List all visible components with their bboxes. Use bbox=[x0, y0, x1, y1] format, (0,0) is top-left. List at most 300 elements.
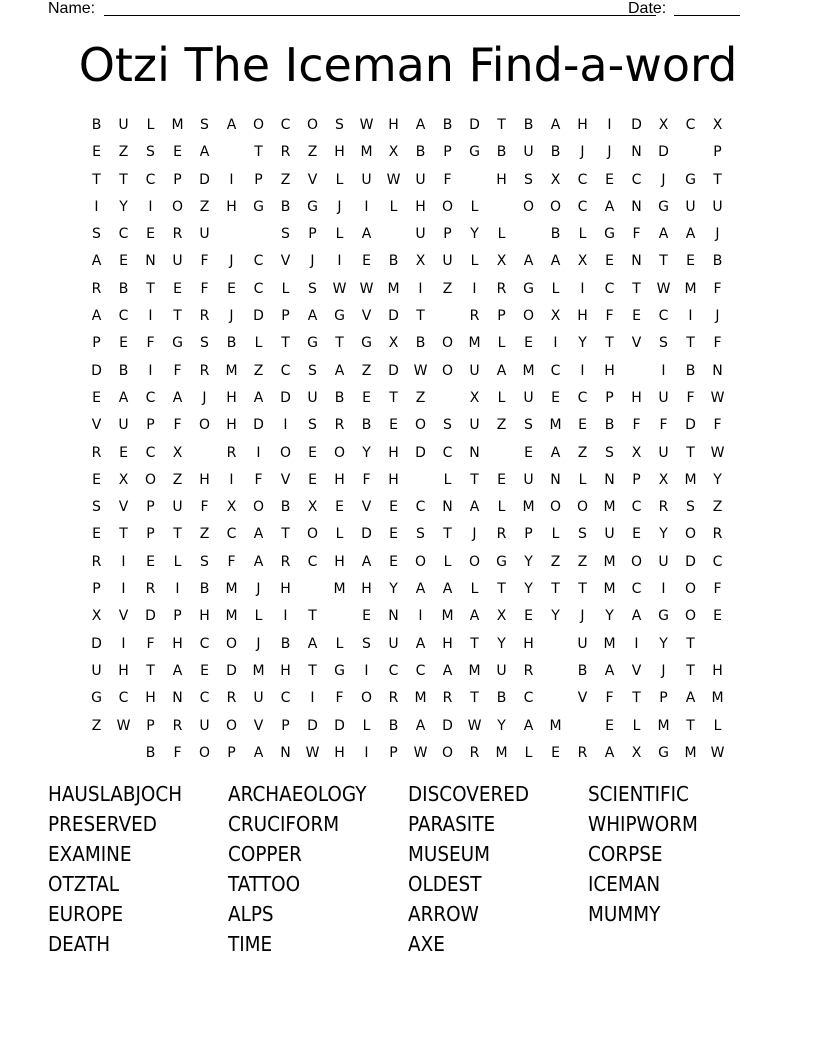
grid-letter: T bbox=[632, 280, 641, 297]
word-list-item bbox=[588, 930, 754, 960]
grid-letter: T bbox=[686, 717, 695, 734]
grid-letter: P bbox=[146, 717, 155, 734]
grid-letter: T bbox=[281, 335, 290, 352]
grid-letter: C bbox=[550, 362, 561, 379]
grid-letter: U bbox=[712, 198, 723, 215]
grid-letter: C bbox=[442, 444, 453, 461]
grid-letter: A bbox=[307, 308, 318, 325]
grid-letter: M bbox=[684, 744, 697, 761]
grid-letter: I bbox=[229, 171, 234, 188]
grid-letter: Z bbox=[253, 362, 264, 379]
grid-letter: U bbox=[199, 226, 210, 243]
grid-letter: U bbox=[118, 117, 129, 133]
grid-letter: F bbox=[713, 417, 722, 434]
grid-letter: P bbox=[146, 526, 155, 543]
grid-letter: P bbox=[632, 471, 641, 488]
grid-letter: G bbox=[496, 553, 507, 570]
grid-letter: B bbox=[415, 144, 426, 161]
grid-letter: D bbox=[469, 117, 480, 133]
grid-letter: L bbox=[281, 280, 290, 297]
grid-letter: A bbox=[415, 635, 426, 652]
grid-letter bbox=[110, 741, 137, 768]
grid-letter: M bbox=[387, 280, 400, 297]
grid-letter: C bbox=[685, 117, 696, 133]
grid-letter: H bbox=[118, 662, 129, 679]
grid-letter: H bbox=[334, 144, 345, 161]
grid-letter: A bbox=[361, 226, 372, 243]
grid-letter bbox=[407, 468, 434, 495]
grid-letter: A bbox=[604, 744, 615, 761]
grid-letter: T bbox=[443, 526, 452, 543]
grid-letter: L bbox=[578, 226, 587, 243]
grid-letter: T bbox=[308, 608, 317, 625]
grid-letter: X bbox=[118, 471, 129, 488]
grid-letter: X bbox=[631, 744, 642, 761]
grid-letter: D bbox=[145, 608, 156, 625]
grid-letter: D bbox=[442, 717, 453, 734]
grid-letter: B bbox=[496, 144, 507, 161]
grid-letter: X bbox=[496, 608, 507, 625]
grid-letter: E bbox=[524, 444, 533, 461]
grid-letter: O bbox=[225, 635, 238, 652]
grid-letter: R bbox=[469, 308, 480, 325]
grid-letter: U bbox=[307, 389, 318, 406]
grid-letter: M bbox=[441, 608, 454, 625]
grid-letter: L bbox=[254, 608, 263, 625]
grid-letter: E bbox=[308, 444, 317, 461]
grid-letter: J bbox=[661, 662, 666, 679]
word-list-item: DISCOVERED bbox=[408, 782, 530, 806]
grid-letter: J bbox=[256, 635, 261, 652]
grid-letter: O bbox=[684, 581, 697, 598]
grid-letter: I bbox=[148, 198, 153, 215]
word-list-item: ALPS bbox=[228, 902, 274, 926]
grid-letter: U bbox=[172, 253, 183, 270]
word-list-item: SCIENTIFIC bbox=[588, 782, 689, 806]
grid-letter: B bbox=[550, 144, 561, 161]
grid-letter: T bbox=[713, 171, 722, 188]
grid-letter: R bbox=[658, 499, 669, 516]
grid-letter: P bbox=[605, 389, 614, 406]
grid-letter: P bbox=[308, 226, 317, 243]
grid-letter: T bbox=[470, 471, 479, 488]
grid-letter: A bbox=[253, 553, 264, 570]
grid-letter: I bbox=[121, 635, 126, 652]
grid-letter: O bbox=[306, 117, 319, 133]
grid-letter: C bbox=[145, 171, 156, 188]
grid-letter: B bbox=[280, 499, 291, 516]
grid-letter: E bbox=[362, 608, 371, 625]
grid-letter: B bbox=[523, 117, 534, 133]
grid-letter: V bbox=[280, 253, 291, 270]
grid-letter: W bbox=[386, 171, 401, 188]
grid-letter: C bbox=[199, 690, 210, 707]
grid-letter: E bbox=[605, 253, 614, 270]
grid-letter: J bbox=[607, 144, 612, 161]
word-list-item: PARASITE bbox=[408, 812, 496, 836]
grid-letter: C bbox=[577, 389, 588, 406]
grid-letter: U bbox=[442, 253, 453, 270]
grid-letter: B bbox=[442, 117, 453, 133]
grid-letter: T bbox=[389, 389, 398, 406]
grid-letter: X bbox=[415, 253, 426, 270]
grid-letter: O bbox=[279, 444, 292, 461]
grid-letter: Z bbox=[307, 144, 318, 161]
grid-letter: G bbox=[91, 690, 102, 707]
grid-letter: S bbox=[524, 171, 533, 188]
grid-letter: H bbox=[334, 471, 345, 488]
grid-letter: H bbox=[199, 471, 210, 488]
grid-letter: J bbox=[715, 308, 720, 325]
grid-letter: O bbox=[441, 198, 454, 215]
grid-letter: T bbox=[470, 635, 479, 652]
grid-letter: T bbox=[686, 335, 695, 352]
grid-letter: N bbox=[442, 499, 453, 516]
grid-letter: P bbox=[497, 308, 506, 325]
grid-letter: S bbox=[443, 417, 452, 434]
grid-letter: C bbox=[118, 690, 129, 707]
grid-letter: Z bbox=[496, 417, 507, 434]
grid-letter: P bbox=[281, 717, 290, 734]
word-list-item: PRESERVED bbox=[48, 812, 157, 836]
grid-letter: E bbox=[146, 226, 155, 243]
grid-letter: P bbox=[227, 744, 236, 761]
grid-letter: O bbox=[549, 198, 562, 215]
grid-letter: U bbox=[685, 198, 696, 215]
grid-letter: B bbox=[712, 253, 723, 270]
grid-letter: M bbox=[468, 335, 481, 352]
grid-letter: B bbox=[145, 744, 156, 761]
grid-letter: P bbox=[713, 144, 722, 161]
grid-letter: T bbox=[308, 662, 317, 679]
grid-letter: R bbox=[91, 444, 102, 461]
grid-letter: I bbox=[472, 280, 477, 297]
grid-letter: I bbox=[661, 581, 666, 598]
grid-letter: D bbox=[388, 308, 399, 325]
grid-letter: E bbox=[362, 389, 371, 406]
grid-letter bbox=[218, 222, 245, 249]
grid-letter: J bbox=[715, 226, 720, 243]
grid-letter: F bbox=[632, 417, 641, 434]
grid-letter: B bbox=[685, 362, 696, 379]
grid-letter bbox=[83, 741, 110, 768]
grid-letter: W bbox=[413, 744, 428, 761]
grid-letter: Y bbox=[497, 635, 506, 652]
grid-letter: I bbox=[418, 280, 423, 297]
grid-letter: A bbox=[118, 389, 129, 406]
grid-letter: E bbox=[173, 280, 182, 297]
grid-letter: Z bbox=[577, 444, 588, 461]
grid-letter: W bbox=[305, 744, 320, 761]
grid-letter: L bbox=[578, 471, 587, 488]
grid-letter: R bbox=[145, 581, 156, 598]
name-blank-line[interactable] bbox=[104, 15, 656, 16]
grid-letter: A bbox=[415, 581, 426, 598]
grid-letter: E bbox=[92, 144, 101, 161]
grid-letter: N bbox=[550, 471, 561, 488]
grid-letter: G bbox=[361, 335, 372, 352]
grid-letter: D bbox=[658, 144, 669, 161]
grid-letter: U bbox=[469, 417, 480, 434]
grid-letter: A bbox=[253, 389, 264, 406]
grid-letter: W bbox=[413, 362, 428, 379]
grid-letter: O bbox=[684, 608, 697, 625]
grid-letter: A bbox=[415, 717, 426, 734]
grid-letter: B bbox=[550, 226, 561, 243]
grid-letter: T bbox=[335, 335, 344, 352]
grid-letter: H bbox=[226, 417, 237, 434]
grid-letter: C bbox=[118, 308, 129, 325]
grid-letter: T bbox=[173, 526, 182, 543]
grid-letter: X bbox=[550, 308, 561, 325]
grid-letter: C bbox=[604, 280, 615, 297]
grid-letter: G bbox=[307, 335, 318, 352]
grid-letter: R bbox=[199, 308, 210, 325]
page-title: Otzi The Iceman Find-a-word bbox=[78, 38, 738, 92]
grid-letter: O bbox=[252, 117, 265, 133]
grid-letter: D bbox=[307, 717, 318, 734]
grid-letter: C bbox=[631, 499, 642, 516]
grid-letter: R bbox=[496, 280, 507, 297]
grid-letter: Y bbox=[659, 635, 668, 652]
grid-letter: M bbox=[333, 581, 346, 598]
grid-letter: J bbox=[661, 171, 666, 188]
grid-letter: F bbox=[659, 417, 668, 434]
grid-letter: J bbox=[202, 389, 207, 406]
word-list-item: HAUSLABJOCH bbox=[48, 782, 183, 806]
grid-letter: M bbox=[252, 662, 265, 679]
word-list-item: ARCHAEOLOGY bbox=[228, 782, 367, 806]
grid-letter: R bbox=[226, 690, 237, 707]
grid-letter: N bbox=[280, 744, 291, 761]
grid-letter: L bbox=[362, 717, 371, 734]
grid-letter: C bbox=[145, 389, 156, 406]
grid-letter: B bbox=[415, 335, 426, 352]
grid-letter bbox=[542, 659, 569, 686]
grid-letter: M bbox=[549, 417, 562, 434]
grid-letter: I bbox=[148, 308, 153, 325]
grid-letter: Y bbox=[524, 581, 533, 598]
grid-letter: U bbox=[604, 526, 615, 543]
grid-letter: Y bbox=[119, 198, 128, 215]
word-list-item: MUSEUM bbox=[408, 842, 490, 866]
grid-letter: E bbox=[497, 471, 506, 488]
grid-letter: S bbox=[416, 526, 425, 543]
word-list-item: EUROPE bbox=[48, 902, 124, 926]
grid-letter: U bbox=[658, 444, 669, 461]
grid-letter: L bbox=[551, 280, 560, 297]
grid-letter: T bbox=[686, 444, 695, 461]
grid-letter: S bbox=[200, 553, 209, 570]
grid-letter: W bbox=[467, 717, 482, 734]
grid-letter: M bbox=[549, 717, 562, 734]
grid-letter: C bbox=[415, 662, 426, 679]
grid-letter: Y bbox=[659, 526, 668, 543]
grid-letter: M bbox=[603, 635, 616, 652]
date-blank-line[interactable] bbox=[674, 15, 740, 16]
grid-letter: C bbox=[199, 635, 210, 652]
grid-letter: E bbox=[524, 335, 533, 352]
grid-letter: D bbox=[388, 362, 399, 379]
grid-letter: A bbox=[199, 144, 210, 161]
grid-letter: N bbox=[604, 471, 615, 488]
grid-letter: S bbox=[308, 417, 317, 434]
grid-letter: H bbox=[388, 444, 399, 461]
grid-letter: I bbox=[121, 553, 126, 570]
grid-letter: T bbox=[497, 581, 506, 598]
grid-letter: O bbox=[252, 499, 265, 516]
grid-letter: A bbox=[550, 253, 561, 270]
grid-letter: P bbox=[443, 226, 452, 243]
grid-letter: Y bbox=[389, 581, 398, 598]
word-list-item: DEATH bbox=[48, 932, 111, 956]
grid-letter: M bbox=[225, 581, 238, 598]
grid-letter: H bbox=[172, 635, 183, 652]
word-list-item: WHIPWORM bbox=[588, 812, 698, 836]
grid-letter bbox=[488, 195, 515, 222]
grid-letter: S bbox=[200, 335, 209, 352]
grid-letter: P bbox=[389, 744, 398, 761]
grid-letter: X bbox=[712, 117, 723, 133]
grid-letter: U bbox=[172, 499, 183, 516]
grid-letter: S bbox=[362, 635, 371, 652]
grid-letter: G bbox=[334, 662, 345, 679]
grid-letter bbox=[542, 686, 569, 713]
grid-letter: F bbox=[173, 744, 182, 761]
grid-letter: E bbox=[200, 662, 209, 679]
grid-letter: U bbox=[415, 171, 426, 188]
grid-letter: B bbox=[334, 389, 345, 406]
grid-letter: N bbox=[631, 253, 642, 270]
grid-letter: A bbox=[658, 226, 669, 243]
grid-letter: X bbox=[226, 499, 237, 516]
grid-letter: P bbox=[146, 499, 155, 516]
grid-letter: J bbox=[229, 308, 234, 325]
grid-letter: D bbox=[631, 117, 642, 133]
grid-letter: D bbox=[91, 635, 102, 652]
grid-letter: L bbox=[497, 335, 506, 352]
word-list-item: OTZTAL bbox=[48, 872, 119, 896]
grid-letter: V bbox=[118, 608, 129, 625]
grid-letter: J bbox=[580, 608, 585, 625]
grid-letter: O bbox=[360, 690, 373, 707]
grid-letter: X bbox=[577, 253, 588, 270]
grid-letter: Z bbox=[91, 717, 102, 734]
grid-letter: Z bbox=[442, 280, 453, 297]
grid-letter: E bbox=[389, 553, 398, 570]
grid-letter: S bbox=[605, 444, 614, 461]
grid-letter: T bbox=[281, 526, 290, 543]
grid-letter: T bbox=[659, 253, 668, 270]
grid-letter: Z bbox=[577, 553, 588, 570]
grid-letter: O bbox=[441, 744, 454, 761]
grid-letter: F bbox=[227, 553, 236, 570]
grid-letter: R bbox=[712, 526, 723, 543]
grid-letter bbox=[569, 714, 596, 741]
grid-letter: B bbox=[91, 117, 102, 133]
grid-letter: M bbox=[171, 117, 184, 133]
grid-letter: P bbox=[659, 690, 668, 707]
grid-letter: T bbox=[146, 280, 155, 297]
grid-letter: X bbox=[631, 444, 642, 461]
grid-letter: S bbox=[146, 144, 155, 161]
grid-letter: F bbox=[443, 171, 452, 188]
grid-letter: J bbox=[580, 144, 585, 161]
grid-letter: L bbox=[335, 226, 344, 243]
grid-letter: L bbox=[524, 744, 533, 761]
grid-letter: M bbox=[468, 662, 481, 679]
grid-letter: H bbox=[226, 389, 237, 406]
grid-letter: W bbox=[710, 744, 725, 761]
grid-letter: X bbox=[550, 171, 561, 188]
grid-letter: D bbox=[91, 362, 102, 379]
grid-letter: E bbox=[551, 744, 560, 761]
grid-letter: G bbox=[523, 280, 534, 297]
grid-letter: F bbox=[713, 581, 722, 598]
grid-letter: M bbox=[603, 553, 616, 570]
word-list-item: ARROW bbox=[408, 902, 479, 926]
grid-letter: W bbox=[359, 280, 374, 297]
grid-letter: A bbox=[550, 117, 561, 133]
grid-letter: A bbox=[91, 308, 102, 325]
grid-letter: B bbox=[280, 635, 291, 652]
grid-letter: O bbox=[198, 744, 211, 761]
grid-letter: Z bbox=[712, 499, 723, 516]
grid-letter: A bbox=[91, 253, 102, 270]
grid-letter: X bbox=[91, 608, 102, 625]
word-list-item: MUMMY bbox=[588, 902, 661, 926]
grid-letter: E bbox=[551, 389, 560, 406]
word-list-item: AXE bbox=[408, 932, 445, 956]
grid-letter: O bbox=[225, 717, 238, 734]
grid-letter: A bbox=[253, 744, 264, 761]
grid-letter: O bbox=[171, 198, 184, 215]
grid-letter: D bbox=[361, 526, 372, 543]
header-line bbox=[48, 0, 748, 20]
grid-letter: Y bbox=[578, 335, 587, 352]
grid-letter: C bbox=[280, 362, 291, 379]
grid-letter: E bbox=[605, 717, 614, 734]
grid-letter: S bbox=[308, 280, 317, 297]
grid-letter: F bbox=[173, 417, 182, 434]
grid-letter: I bbox=[148, 362, 153, 379]
grid-letter: S bbox=[92, 499, 101, 516]
grid-letter: V bbox=[631, 662, 642, 679]
grid-letter: H bbox=[604, 362, 615, 379]
grid-letter: F bbox=[173, 362, 182, 379]
grid-letter: U bbox=[577, 635, 588, 652]
grid-letter: S bbox=[659, 335, 668, 352]
grid-letter: R bbox=[469, 744, 480, 761]
grid-letter: W bbox=[710, 444, 725, 461]
grid-letter: L bbox=[443, 471, 452, 488]
grid-letter: M bbox=[711, 690, 724, 707]
grid-letter: A bbox=[523, 717, 534, 734]
grid-letter: Z bbox=[280, 171, 291, 188]
grid-letter: E bbox=[119, 335, 128, 352]
grid-letter: Y bbox=[470, 226, 479, 243]
grid-letter: A bbox=[469, 499, 480, 516]
grid-letter: I bbox=[580, 362, 585, 379]
grid-letter: R bbox=[496, 526, 507, 543]
grid-letter: N bbox=[712, 362, 723, 379]
grid-letter: M bbox=[225, 608, 238, 625]
grid-letter: Z bbox=[199, 526, 210, 543]
grid-letter: F bbox=[200, 280, 209, 297]
grid-letter: L bbox=[497, 389, 506, 406]
grid-letter: M bbox=[495, 744, 508, 761]
grid-letter: H bbox=[496, 171, 507, 188]
